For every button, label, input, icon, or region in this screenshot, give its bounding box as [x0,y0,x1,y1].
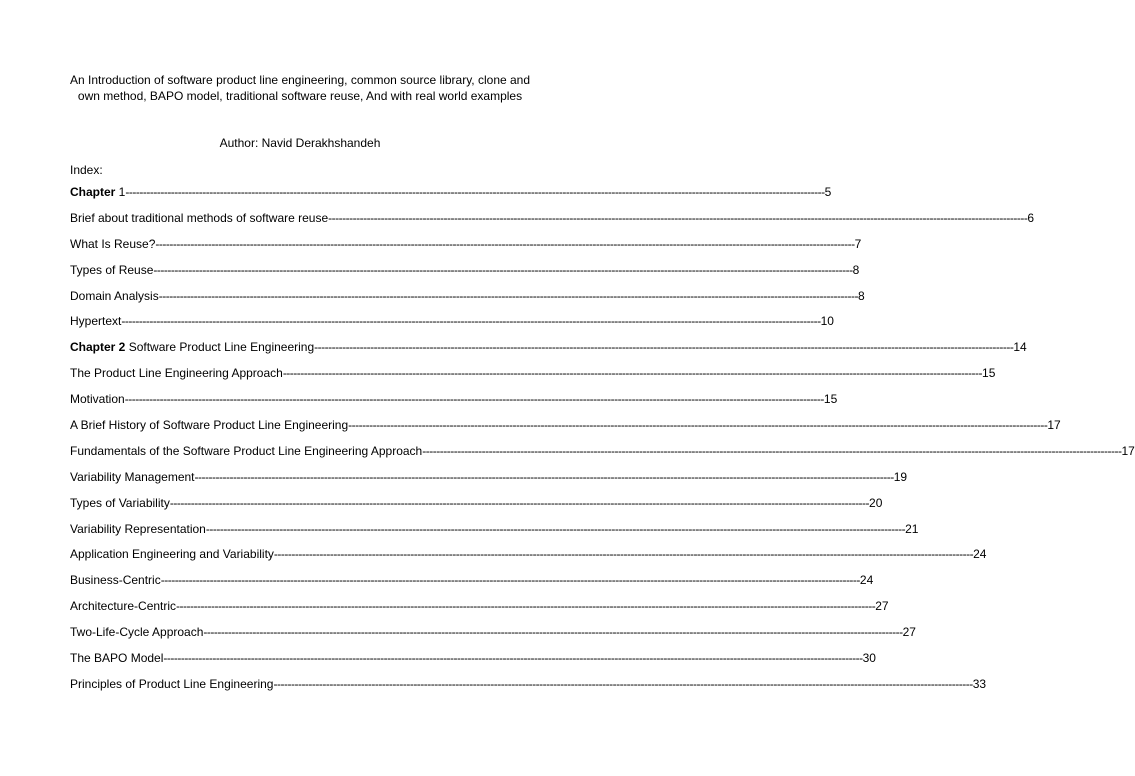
toc-page-number: 21 [905,521,919,536]
toc-entry-title [70,313,121,329]
toc-entry-label: The BAPO Model [70,651,164,666]
toc-entry [70,210,1035,236]
toc-leader: -------------------------------------------------------------------------------------------------------------------------------------------------------------------------------------------------------- [194,469,894,484]
toc-page-number: 19 [893,469,908,484]
toc-page-number: 8 [852,262,860,277]
toc-entry [70,365,996,391]
toc-entry-label: Application Engineering and Variability [70,547,274,562]
toc-leader: -------------------------------------------------------------------------------------------------------------------------------------------------------------------------------------------------------- [273,676,973,691]
toc-entry-title [70,650,163,666]
toc-entry-label: Hypertext [70,314,122,329]
toc-entry [70,443,1135,469]
toc-entry-label: Domain Analysis [70,288,159,303]
toc-entry [70,313,834,339]
toc-leader: -------------------------------------------------------------------------------------------------------------------------------------------------------------------------------------------------------- [160,573,860,588]
toc-page-number: 7 [854,236,862,251]
toc-entry-label: Types of Reuse [70,262,154,277]
toc-page-number: 24 [973,547,987,562]
toc-entry-title [70,236,155,252]
toc-entry-title [70,495,170,511]
toc-entry [70,262,860,288]
toc-entry-label: A Brief History of Software Product Line Engineering [70,418,349,433]
toc-entry-title [70,339,314,355]
toc-entry-label: Two-Life-Cycle Approach [70,625,204,640]
toc-entry-label: Brief about traditional methods of software reuse [70,210,329,225]
toc-entry-title [70,417,348,433]
toc-entry-label: What Is Reuse? [70,236,156,251]
toc-entry [70,184,832,210]
toc-entry-label: Principles of Product Line Engineering [70,676,274,691]
toc-leader: -------------------------------------------------------------------------------------------------------------------------------------------------------------------------------------------------------- [176,599,876,614]
toc-entry-label: Motivation [70,392,125,407]
toc-page-number: 27 [902,625,916,640]
toc-entry-title [70,598,176,614]
author-line: Author: Navid Derakhshandeh [219,136,381,150]
toc-entry [70,572,874,598]
toc-leader: -------------------------------------------------------------------------------------------------------------------------------------------------------------------------------------------------------- [205,521,906,536]
toc-entry-title [70,572,161,588]
toc-leader: -------------------------------------------------------------------------------------------------------------------------------------------------------------------------------------------------------- [125,185,825,199]
toc-leader: -------------------------------------------------------------------------------------------------------------------------------------------------------------------------------------------------------- [124,392,824,407]
toc-page-number: 15 [982,366,996,381]
toc-entry-title [70,521,206,537]
toc-page-number: 27 [875,599,889,614]
toc-page-number: 17 [1121,443,1135,458]
toc-entry-title [70,288,159,304]
toc-leader: -------------------------------------------------------------------------------------------------------------------------------------------------------------------------------------------------------- [169,495,870,510]
toc-page-number: 8 [857,288,865,303]
toc-page-number: 6 [1027,210,1035,225]
toc-entry [70,236,862,262]
toc-entry [70,598,889,624]
toc-entry-label: Software Product Line Engineering [125,340,315,355]
toc-leader: -------------------------------------------------------------------------------------------------------------------------------------------------------------------------------------------------------- [155,236,855,251]
toc-leader: -------------------------------------------------------------------------------------------------------------------------------------------------------------------------------------------------------- [328,210,1028,225]
toc-page-number: 15 [823,392,838,407]
toc-page-number: 30 [862,651,876,666]
toc-entry-label: Variability Management [70,469,195,484]
toc-entry [70,676,987,702]
toc-entry-bold-label: Chapter [70,185,116,199]
toc-leader: -------------------------------------------------------------------------------------------------------------------------------------------------------------------------------------------------------- [153,262,853,277]
toc-entry-title [70,210,328,226]
toc-entry-label: The Product Line Engineering Approach [70,366,283,381]
toc-entry-label: Types of Variability [70,495,170,510]
toc-entry [70,417,1061,443]
toc-entry [70,624,916,650]
toc-leader: -------------------------------------------------------------------------------------------------------------------------------------------------------------------------------------------------------- [282,366,983,381]
toc-leader: -------------------------------------------------------------------------------------------------------------------------------------------------------------------------------------------------------- [203,625,903,640]
toc-leader: -------------------------------------------------------------------------------------------------------------------------------------------------------------------------------------------------------- [314,340,1014,355]
toc-entry [70,546,987,572]
index-heading: Index: [70,163,103,177]
toc-page-number: 17 [1047,418,1061,433]
toc-entry-label: 1 [115,185,126,199]
toc-page-number: 33 [972,676,987,691]
toc-entry [70,391,838,417]
toc-entry [70,650,876,676]
toc-entry-title [70,443,422,459]
toc-page-number: 5 [824,185,832,199]
toc-entry-title [70,184,125,200]
toc-entry-bold-label: Chapter 2 [70,340,126,355]
toc-entry [70,521,919,547]
toc-entry-label: Variability Representation [70,521,206,536]
toc-entry [70,339,1027,365]
toc-page-number: 24 [859,573,874,588]
toc-entry-title [70,546,274,562]
toc-page-number: 10 [820,314,834,329]
toc-entry-title [70,262,153,278]
toc-leader: -------------------------------------------------------------------------------------------------------------------------------------------------------------------------------------------------------- [348,418,1048,433]
toc-page-number: 20 [869,495,883,510]
toc-leader: -------------------------------------------------------------------------------------------------------------------------------------------------------------------------------------------------------- [121,314,821,329]
toc-leader: -------------------------------------------------------------------------------------------------------------------------------------------------------------------------------------------------------- [273,547,974,562]
toc-leader: -------------------------------------------------------------------------------------------------------------------------------------------------------------------------------------------------------- [158,288,858,303]
toc-entry-label: Business-Centric [70,573,161,588]
toc-entry-label: Architecture-Centric [70,599,177,614]
toc-leader: -------------------------------------------------------------------------------------------------------------------------------------------------------------------------------------------------------- [422,443,1122,458]
toc-entry-title [70,391,125,407]
toc-entry-title [70,469,195,485]
toc-entry-title [70,676,273,692]
toc-page-number: 14 [1013,340,1027,355]
toc-leader: -------------------------------------------------------------------------------------------------------------------------------------------------------------------------------------------------------- [163,651,863,666]
toc-entry [70,469,908,495]
toc-entry [70,495,883,521]
toc-entry [70,288,865,314]
toc-entry-title [70,365,283,381]
toc-entry-title [70,624,203,640]
document-title: An Introduction of software product line engineering, common source library, clone and own method, BAPO model, traditional software reuse, And with real world examples [69,73,531,103]
toc-entry-label: Fundamentals of the Software Product Line Engineering Approach [70,443,423,458]
table-of-contents [70,184,1135,702]
